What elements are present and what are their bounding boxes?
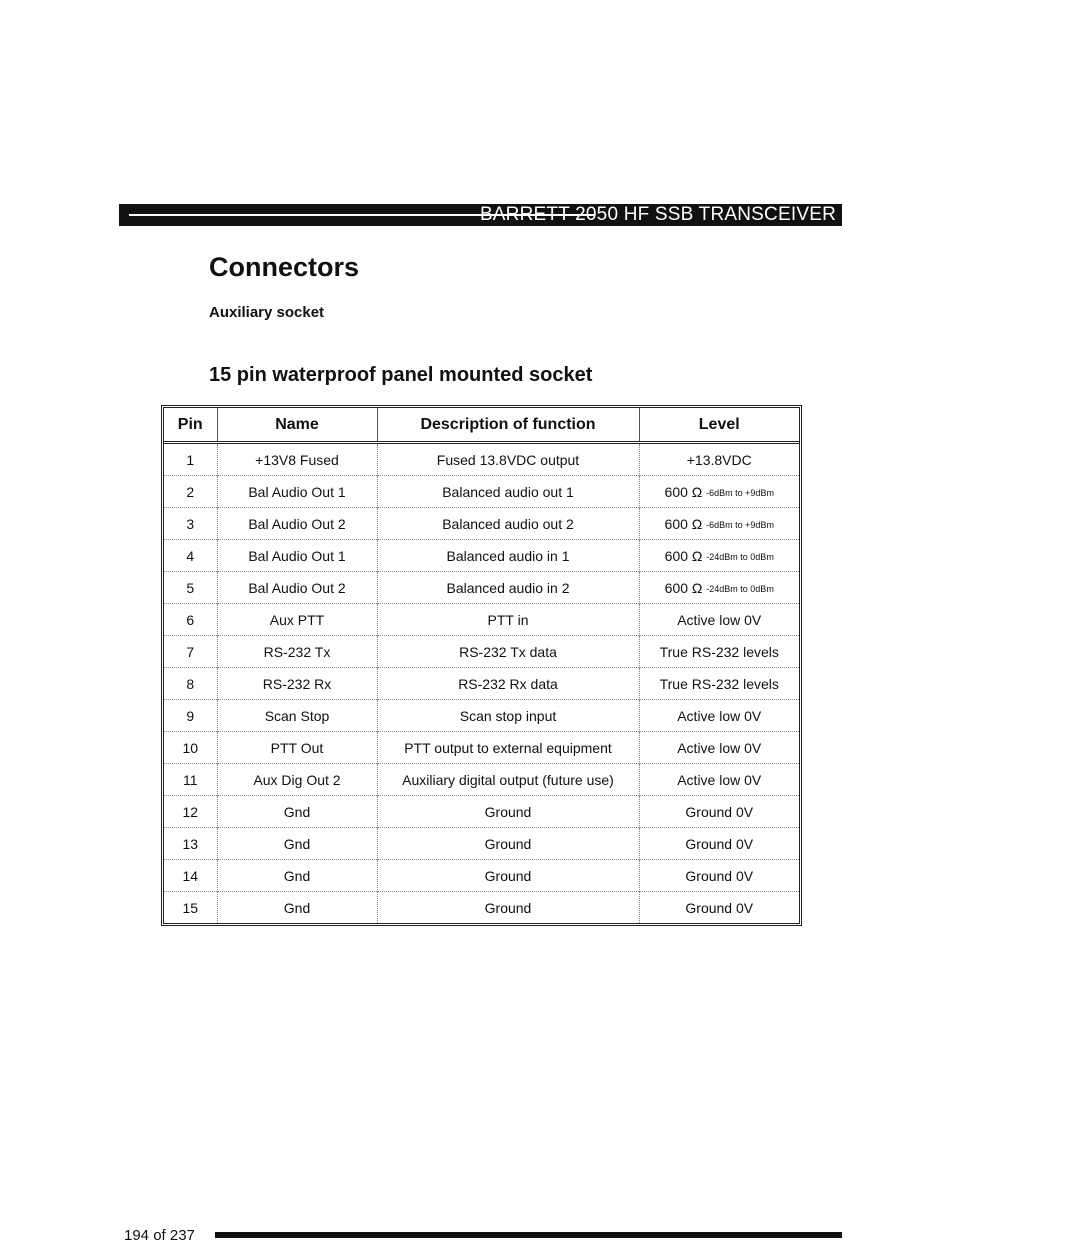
name-cell: Aux PTT (217, 604, 377, 636)
name-cell: +13V8 Fused (217, 443, 377, 476)
name-cell: Bal Audio Out 1 (217, 540, 377, 572)
table-row (164, 732, 799, 764)
level-value: 600 Ω (664, 547, 703, 564)
pin-cell: 4 (164, 540, 217, 572)
description-cell: Scan stop input (377, 700, 639, 732)
level-value: Ground 0V (685, 867, 754, 884)
level-value: 600 Ω (664, 579, 703, 596)
level-cell (639, 700, 799, 732)
description-cell: PTT in (377, 604, 639, 636)
level-value: 600 Ω (664, 483, 703, 500)
page-title: Connectors (209, 252, 360, 282)
column-header-description: Description of function (377, 408, 639, 443)
level-cell (639, 892, 799, 924)
level-cell (639, 443, 799, 476)
pin-cell: 13 (164, 828, 217, 860)
pin-cell: 5 (164, 572, 217, 604)
name-cell: RS-232 Rx (217, 668, 377, 700)
level-range: -6dBm to +9dBm (706, 487, 774, 498)
table-row (164, 476, 799, 508)
level-value: Ground 0V (685, 835, 754, 852)
table-row (164, 636, 799, 668)
level-value: Active low 0V (677, 771, 762, 788)
name-cell: Aux Dig Out 2 (217, 764, 377, 796)
table-header-row (164, 408, 799, 443)
level-cell (639, 860, 799, 892)
level-cell (639, 476, 799, 508)
description-cell: Balanced audio in 2 (377, 572, 639, 604)
name-cell: Bal Audio Out 2 (217, 508, 377, 540)
table-row (164, 892, 799, 924)
level-cell (639, 668, 799, 700)
name-cell: Gnd (217, 860, 377, 892)
column-header-name: Name (217, 408, 377, 443)
pin-cell: 2 (164, 476, 217, 508)
table-body (164, 443, 799, 924)
pin-cell: 7 (164, 636, 217, 668)
section-label: Auxiliary socket (209, 304, 325, 321)
pin-cell: 9 (164, 700, 217, 732)
level-value: Active low 0V (677, 739, 762, 756)
level-cell (639, 636, 799, 668)
table-row (164, 572, 799, 604)
table-row (164, 604, 799, 636)
pin-table-frame (161, 405, 802, 926)
level-cell (639, 540, 799, 572)
column-header-level: Level (639, 408, 799, 443)
description-cell: Ground (377, 796, 639, 828)
description-cell: Ground (377, 892, 639, 924)
level-value: +13.8VDC (686, 451, 752, 468)
column-header-pin: Pin (164, 408, 217, 443)
description-cell: Auxiliary digital output (future use) (377, 764, 639, 796)
table-row (164, 668, 799, 700)
level-cell (639, 508, 799, 540)
level-value: Ground 0V (685, 803, 754, 820)
level-value: Active low 0V (677, 611, 762, 628)
name-cell: Bal Audio Out 1 (217, 476, 377, 508)
level-value: True RS-232 levels (659, 675, 779, 692)
pin-cell: 1 (186, 451, 195, 468)
table-row (164, 796, 799, 828)
header-title: BARRETT 2050 HF SSB TRANSCEIVER (479, 204, 836, 225)
table-row (164, 860, 799, 892)
pin-cell: 12 (164, 796, 217, 828)
header-bar (119, 204, 842, 226)
level-cell (639, 732, 799, 764)
page-number: 194 of 237 (124, 1227, 195, 1244)
pin-cell: 6 (164, 604, 217, 636)
level-value: Ground 0V (685, 899, 754, 916)
pin-cell: 11 (164, 764, 217, 796)
level-range: -24dBm to 0dBm (706, 551, 774, 562)
description-cell: PTT output to external equipment (377, 732, 639, 764)
description-cell: Balanced audio out 1 (377, 476, 639, 508)
level-value: True RS-232 levels (659, 643, 779, 660)
table-row (164, 508, 799, 540)
table-title: 15 pin waterproof panel mounted socket (209, 364, 593, 386)
name-cell: Gnd (217, 796, 377, 828)
description-cell: Fused 13.8VDC output (377, 443, 639, 476)
level-cell (639, 604, 799, 636)
level-cell (639, 572, 799, 604)
table-row (164, 700, 799, 732)
name-cell: RS-232 Tx (217, 636, 377, 668)
table-row (164, 540, 799, 572)
level-cell (639, 764, 799, 796)
description-cell: Balanced audio in 1 (377, 540, 639, 572)
pin-cell: 3 (164, 508, 217, 540)
pin-cell: 14 (164, 860, 217, 892)
name-cell: Gnd (217, 892, 377, 924)
pin-cell: 10 (164, 732, 217, 764)
description-cell: RS-232 Rx data (377, 668, 639, 700)
level-range: -24dBm to 0dBm (706, 583, 774, 594)
name-cell: PTT Out (217, 732, 377, 764)
name-cell: Bal Audio Out 2 (217, 572, 377, 604)
table-row (164, 443, 799, 476)
pin-cell: 15 (164, 892, 217, 924)
level-value: Active low 0V (677, 707, 762, 724)
description-cell: Ground (377, 860, 639, 892)
table-row (164, 764, 799, 796)
pin-cell: 8 (164, 668, 217, 700)
description-cell: Ground (377, 828, 639, 860)
level-cell (639, 796, 799, 828)
description-cell: RS-232 Tx data (377, 636, 639, 668)
table-row (164, 828, 799, 860)
level-range: -6dBm to +9dBm (706, 519, 774, 530)
name-cell: Gnd (217, 828, 377, 860)
pin-table (164, 408, 799, 923)
level-cell (639, 828, 799, 860)
footer-rule (215, 1232, 842, 1238)
level-value: 600 Ω (664, 515, 703, 532)
name-cell: Scan Stop (217, 700, 377, 732)
description-cell: Balanced audio out 2 (377, 508, 639, 540)
